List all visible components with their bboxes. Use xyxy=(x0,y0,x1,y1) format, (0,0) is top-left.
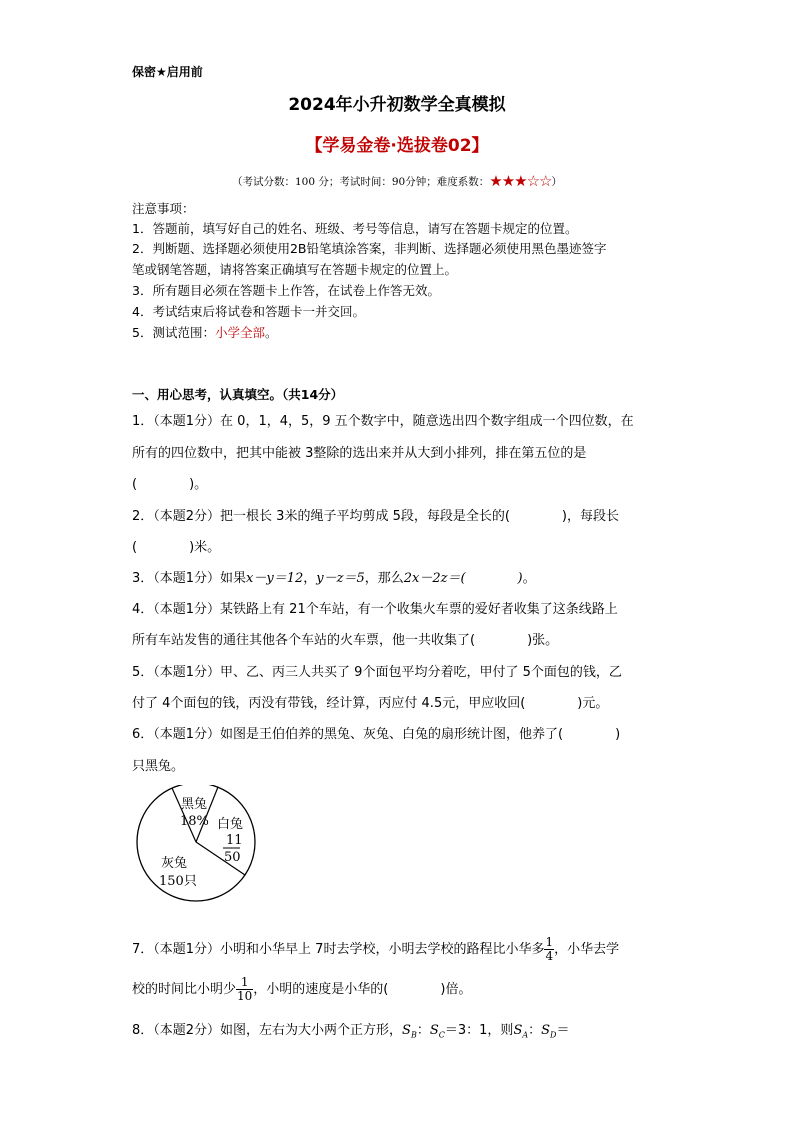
difficulty-empty-stars: ☆☆ xyxy=(526,172,552,190)
q3-separator: ， xyxy=(303,571,317,586)
notice-item-4: 4．考试结束后将试卷和答题卡一并交回。 xyxy=(132,304,365,319)
pie-grey-count: 150只 xyxy=(159,874,197,889)
q6-line-2: 只黑兔。 xyxy=(132,759,185,774)
q8-equals: ＝ xyxy=(556,1023,570,1038)
q7-fraction-1 xyxy=(544,936,554,963)
pie-white-denominator: 50 xyxy=(224,850,241,865)
q7-part-1: 7．（本题1分）小明和小华早上 7时去学校，小明去学校的路程比小华多 xyxy=(132,942,545,957)
notice-item-5 xyxy=(132,323,278,341)
q4-line-2: 所有车站发售的通往其他各个车站的火车票，他一共收集了( )张。 xyxy=(132,633,559,648)
exam-subtitle: 【学易金卷·选拔卷02】 xyxy=(305,136,489,156)
q1-line-1: 1．（本题1分）在 0，1，4，5，9 五个数字中，随意选出四个数字组成一个四位数，在 xyxy=(132,414,634,429)
q7-line-1 xyxy=(132,936,619,963)
pie-white-label: 白兔 xyxy=(217,817,244,832)
q8-ratio-area-c: $S_C$ xyxy=(429,1023,445,1040)
q8-prefix: 8．（本题2分）如图，左右为大小两个正方形， xyxy=(132,1023,403,1038)
q8-ratio-value: ＝3：1，则 xyxy=(444,1023,514,1038)
confidential-label: 保密★启用前 xyxy=(132,65,203,79)
notice-item-2: 2．判断题、选择题必须使用2B铅笔填涂答案，非判断、选择题必须使用黑色墨迹签字 xyxy=(132,241,607,256)
section-heading: 一、用心思考，认真填空。（共14分） xyxy=(132,387,344,402)
meta-suffix: ） xyxy=(551,176,562,188)
q8-ratio-area-a: $S_A$ xyxy=(513,1023,529,1040)
q5-line-1: 5．（本题1分）甲、乙、丙三人共买了 9个面包平均分着吃，甲付了 5个面包的钱，乙 xyxy=(132,665,622,680)
test-scope: 小学全部 xyxy=(214,325,265,340)
q3-prefix: 3．（本题1分）如果 xyxy=(132,571,247,586)
q1-answer-blank: ( )。 xyxy=(132,477,208,492)
q7-fraction-2-den: 10 xyxy=(237,989,253,1003)
q3-suffix: 。 xyxy=(522,571,536,586)
q3-equation-1: x－y＝12 xyxy=(246,571,304,586)
q8-ratio-area-b: $S_B$ xyxy=(402,1023,417,1040)
pie-white-numerator: 11 xyxy=(226,833,243,848)
rabbit-pie-chart xyxy=(132,785,262,905)
q8-line-1 xyxy=(132,1019,569,1040)
pie-black-label: 黑兔 xyxy=(181,797,208,812)
q8-colon-1: ： xyxy=(416,1023,430,1038)
notice-item-5-suffix: 。 xyxy=(264,325,278,340)
q7-part-2: ，小华去学 xyxy=(554,942,620,957)
q6-line-1: 6．（本题1分）如图是王伯伯养的黑兔、灰兔、白兔的扇形统计图，他养了( ) xyxy=(132,727,621,742)
difficulty-stars xyxy=(489,172,551,190)
difficulty-filled-stars: ★★★ xyxy=(489,172,527,190)
meta-prefix: （考试分数：100 分；考试时间：90分钟；难度系数： xyxy=(232,176,490,188)
pie-black-percent: 18% xyxy=(180,814,209,829)
exam-title: 2024年小升初数学全真模拟 xyxy=(288,95,506,115)
q3-mid: ，那么 xyxy=(364,571,404,586)
q3-equation-2: y－z＝5 xyxy=(316,571,365,586)
q7-fraction-2-num: 1 xyxy=(236,976,253,990)
notice-item-3: 3．所有题目必须在答题卡上作答，在试卷上作答无效。 xyxy=(132,283,440,298)
q2-line-1: 2．（本题2分）把一根长 3米的绳子平均剪成 5段，每段是全长的( )，每段长 xyxy=(132,509,619,524)
q8-colon-2: ： xyxy=(528,1023,542,1038)
notice-item-1: 1．答题前，填写好自己的姓名、班级、考号等信息，请写在答题卡规定的位置。 xyxy=(132,221,578,236)
q8-ratio-area-d: $S_D$ xyxy=(541,1023,557,1040)
q1-line-2: 所有的四位数中，把其中能被 3整除的选出来并从大到小排列，排在第五位的是 xyxy=(132,446,587,461)
q7-fraction-1-den: 4 xyxy=(545,949,554,963)
q5-line-2: 付了 4个面包的钱，丙没有带钱，经计算，丙应付 4.5元，甲应收回( )元。 xyxy=(132,696,609,711)
q7-part-4: ，小明的速度是小华的( )倍。 xyxy=(253,982,472,997)
notice-item-2-cont: 笔或钢笔答题，请将答案正确填写在答题卡规定的位置上。 xyxy=(132,262,458,277)
q7-fraction-1-num: 1 xyxy=(545,935,554,949)
pie-grey-label: 灰兔 xyxy=(161,856,188,871)
q3-equation-3: 2x－2z＝( ) xyxy=(403,571,523,586)
q7-part-3: 校的时间比小明少 xyxy=(132,982,237,997)
q4-line-1: 4．（本题1分）某铁路上有 21个车站，有一个收集火车票的爱好者收集了这条线路上 xyxy=(132,602,618,617)
notice-item-5-prefix: 5．测试范围： xyxy=(132,325,215,340)
q7-fraction-2 xyxy=(236,976,253,1003)
notice-heading: 注意事项： xyxy=(132,201,195,216)
q7-line-2 xyxy=(132,976,471,1003)
q3-line xyxy=(132,567,536,586)
q2-line-2: ( )米。 xyxy=(132,540,221,555)
exam-meta xyxy=(0,172,794,190)
